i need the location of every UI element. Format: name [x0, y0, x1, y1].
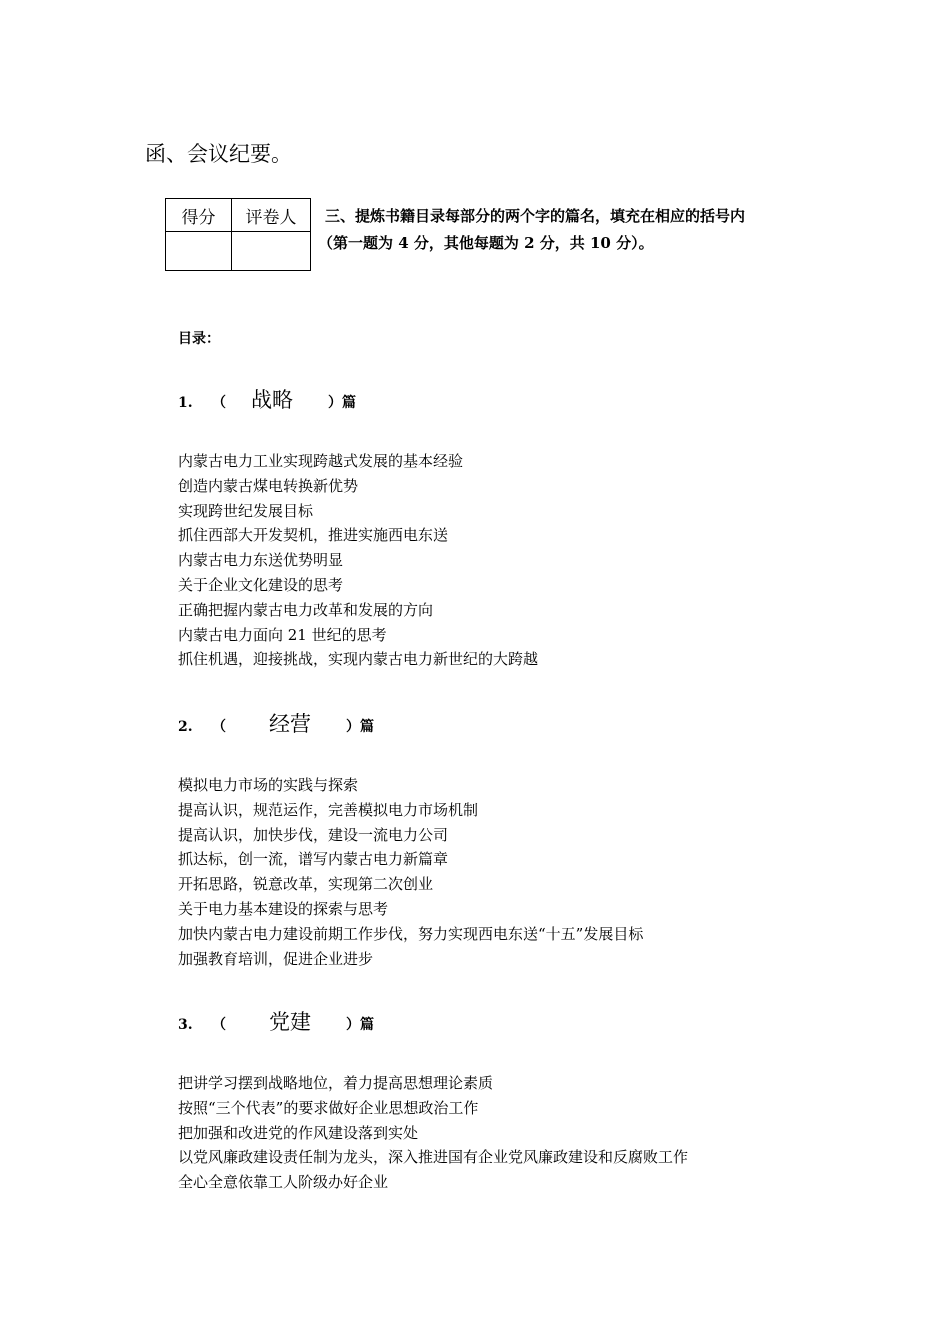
close-bracket: ）篇 — [346, 1017, 374, 1033]
list-item: 全心全意依靠工人阶级办好企业 — [178, 1173, 389, 1192]
open-bracket: （ — [212, 1017, 226, 1033]
list-item: 以党风廉政建设责任制为龙头，深入推进国有企业党风廉政建设和反腐败工作 — [178, 1148, 689, 1167]
list-item: 提高认识，加快步伐，建设一流电力公司 — [178, 825, 449, 844]
list-item: 关于企业文化建设的思考 — [178, 575, 344, 594]
section-items-1 — [178, 449, 538, 672]
list-item: 抓住机遇，迎接挑战，实现内蒙古电力新世纪的大跨越 — [178, 650, 539, 669]
grader-header: 评卷人 — [232, 199, 311, 232]
score-header: 得分 — [166, 199, 232, 232]
list-item: 提高认识，规范运作，完善模拟电力市场机制 — [178, 800, 479, 819]
toc-label: 目录： — [178, 331, 220, 347]
section-number: 2. — [178, 719, 193, 735]
section-heading-2 — [178, 708, 374, 738]
open-bracket: （ — [212, 719, 226, 735]
list-item: 抓住西部大开发契机，推进实施西电东送 — [178, 526, 449, 545]
open-bracket: （ — [212, 395, 226, 411]
list-item: 实现跨世纪发展目标 — [178, 501, 314, 520]
list-item: 加强教育培训，促进企业进步 — [178, 949, 374, 968]
list-item: 把讲学习摆到战略地位，着力提高思想理论素质 — [178, 1074, 494, 1092]
list-item: 内蒙古电力面向 21 世纪的思考 — [178, 625, 387, 644]
score-table — [165, 198, 311, 271]
score-value-cell[interactable] — [166, 232, 232, 271]
list-item: 按照“三个代表”的要求做好企业思想政治工作 — [178, 1098, 479, 1117]
list-item: 内蒙古电力东送优势明显 — [178, 551, 344, 570]
grader-value-cell[interactable] — [232, 232, 311, 271]
list-item: 创造内蒙古煤电转换新优势 — [178, 476, 359, 495]
list-item: 加快内蒙古电力建设前期工作步伐，努力实现西电东送“十五”发展目标 — [178, 924, 644, 943]
list-item: 把加强和改进党的作风建设落到实处 — [178, 1123, 419, 1142]
list-item: 开拓思路，锐意改革，实现第二次创业 — [178, 875, 434, 894]
section-heading-3 — [178, 1006, 374, 1036]
lead-text: 函、会议纪要。 — [145, 142, 292, 166]
section-answer[interactable]: 战略 — [251, 388, 293, 412]
section-number: 3. — [178, 1017, 193, 1033]
instruction-line-1: 三、提炼书籍目录每部分的两个字的篇名，填充在相应的括号内 — [325, 207, 746, 225]
section-items-3 — [178, 1071, 688, 1195]
section-number: 1. — [178, 395, 193, 411]
list-item: 正确把握内蒙古电力改革和发展的方向 — [178, 600, 434, 619]
section-heading-1 — [178, 384, 356, 414]
close-bracket: ）篇 — [328, 395, 356, 411]
list-item: 模拟电力市场的实践与探索 — [178, 776, 359, 794]
list-item: 抓达标，创一流，谱写内蒙古电力新篇章 — [178, 850, 449, 869]
score-table-header-row — [166, 199, 311, 232]
section-answer[interactable]: 党建 — [269, 1010, 311, 1034]
section-items-2 — [178, 773, 643, 971]
score-table-value-row — [166, 232, 311, 271]
section-answer[interactable]: 经营 — [269, 712, 311, 736]
list-item: 关于电力基本建设的探索与思考 — [178, 899, 389, 918]
instruction-line-2: （第一题为 4 分，其他每题为 2 分，共 10 分）。 — [318, 234, 654, 252]
list-item: 内蒙古电力工业实现跨越式发展的基本经验 — [178, 452, 464, 470]
close-bracket: ）篇 — [346, 719, 374, 735]
question-instruction — [318, 203, 746, 257]
